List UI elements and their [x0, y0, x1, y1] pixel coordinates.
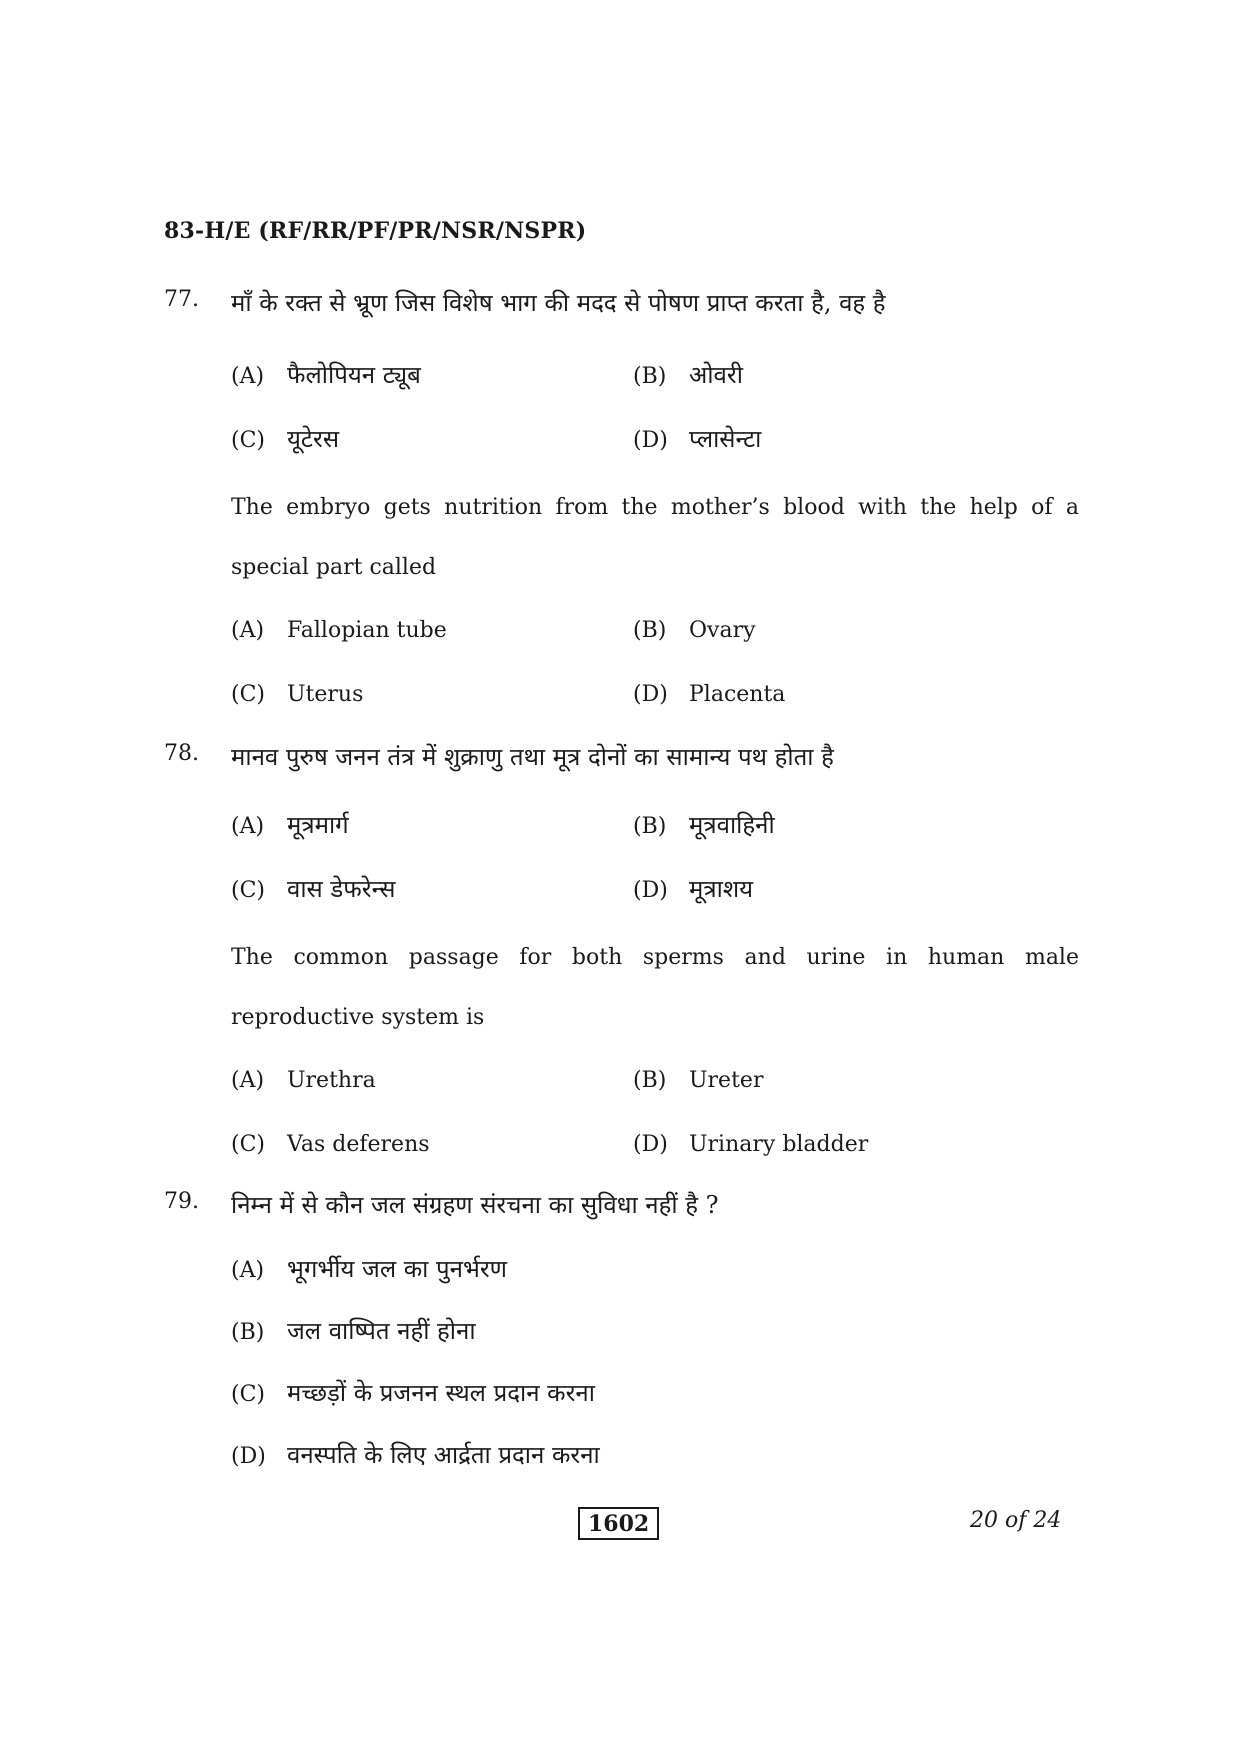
option-text: ओवरी	[689, 361, 743, 389]
option-text: Vas deferens	[287, 1132, 430, 1157]
option-a-hindi	[231, 808, 349, 841]
question-number: 79.	[164, 1189, 199, 1214]
option-text: Urinary bladder	[689, 1132, 869, 1157]
question-stem-english: The embryo gets nutrition from the mother’s blood with the help of a special part called	[231, 495, 1079, 580]
option-b-hindi	[633, 808, 775, 841]
page-number: 20 of 24	[970, 1508, 1062, 1533]
option-label: (A)	[231, 814, 265, 839]
option-label: (A)	[231, 1068, 265, 1093]
option-c-hindi	[231, 422, 339, 455]
option-a-english	[231, 1068, 376, 1093]
question-stem-hindi: निम्न में से कौन जल संग्रहण संरचना का सुविधा नहीं है ?	[231, 1191, 719, 1219]
option-a-english	[231, 618, 447, 643]
option-b-english	[633, 1068, 763, 1093]
option-label: (C)	[231, 878, 265, 903]
option-label: (C)	[231, 428, 265, 453]
question-stem-english: The common passage for both sperms and urine in human male reproductive system is	[231, 945, 1079, 1030]
option-text: जल वाष्पित नहीं होना	[287, 1317, 476, 1345]
option-b-hindi	[231, 1314, 476, 1347]
option-text: Uterus	[287, 682, 364, 707]
option-label: (D)	[231, 1444, 266, 1469]
option-text: Placenta	[689, 682, 786, 707]
option-label: (C)	[231, 682, 265, 707]
option-label: (C)	[231, 1382, 265, 1407]
option-c-english	[231, 682, 363, 707]
option-label: (A)	[231, 618, 265, 643]
paper-code-header: 83-H/E (RF/RR/PF/PR/NSR/NSPR)	[164, 218, 587, 244]
option-label: (B)	[633, 814, 667, 839]
option-text: Ovary	[689, 618, 756, 643]
option-text: यूटेरस	[287, 425, 340, 453]
option-text: वनस्पति के लिए आर्द्रता प्रदान करना	[287, 1441, 600, 1469]
option-d-hindi	[633, 422, 761, 455]
option-label: (B)	[633, 1068, 667, 1093]
option-label: (D)	[633, 1132, 668, 1157]
option-text: प्लासेन्टा	[689, 425, 762, 453]
option-label: (B)	[231, 1320, 265, 1345]
option-label: (A)	[231, 1258, 265, 1283]
option-c-hindi	[231, 1376, 595, 1409]
option-text: Urethra	[287, 1068, 376, 1093]
option-b-hindi	[633, 358, 743, 391]
option-text: फैलोपियन ट्यूब	[287, 361, 421, 389]
option-label: (C)	[231, 1132, 265, 1157]
option-text: मूत्रवाहिनी	[689, 811, 775, 839]
option-b-english	[633, 618, 756, 643]
option-text: Ureter	[689, 1068, 764, 1093]
option-text: भूगर्भीय जल का पुनर्भरण	[287, 1255, 507, 1283]
question-stem-hindi: माँ के रक्त से भ्रूण जिस विशेष भाग की मदद से पोषण प्राप्त करता है, वह है	[231, 289, 886, 317]
option-text: वास डेफरेन्स	[287, 875, 396, 903]
option-c-english	[231, 1132, 430, 1157]
option-d-hindi	[633, 872, 753, 905]
option-label: (D)	[633, 682, 668, 707]
question-stem-hindi: मानव पुरुष जनन तंत्र में शुक्राणु तथा मूत्र दोनों का सामान्य पथ होता है	[231, 743, 834, 771]
option-label: (B)	[633, 618, 667, 643]
option-label: (D)	[633, 428, 668, 453]
option-text: मूत्रमार्ग	[287, 811, 349, 839]
booklet-code-box: 1602	[578, 1507, 659, 1540]
option-text: मच्छड़ों के प्रजनन स्थल प्रदान करना	[287, 1379, 595, 1407]
option-label: (A)	[231, 364, 265, 389]
option-d-hindi	[231, 1438, 600, 1471]
option-d-english	[633, 1132, 868, 1157]
option-text: मूत्राशय	[689, 875, 754, 903]
question-number: 77.	[164, 287, 199, 312]
question-number: 78.	[164, 741, 199, 766]
option-text: Fallopian tube	[287, 618, 447, 643]
option-c-hindi	[231, 872, 396, 905]
option-label: (B)	[633, 364, 667, 389]
option-label: (D)	[633, 878, 668, 903]
option-a-hindi	[231, 1252, 507, 1285]
option-d-english	[633, 682, 785, 707]
option-a-hindi	[231, 358, 421, 391]
